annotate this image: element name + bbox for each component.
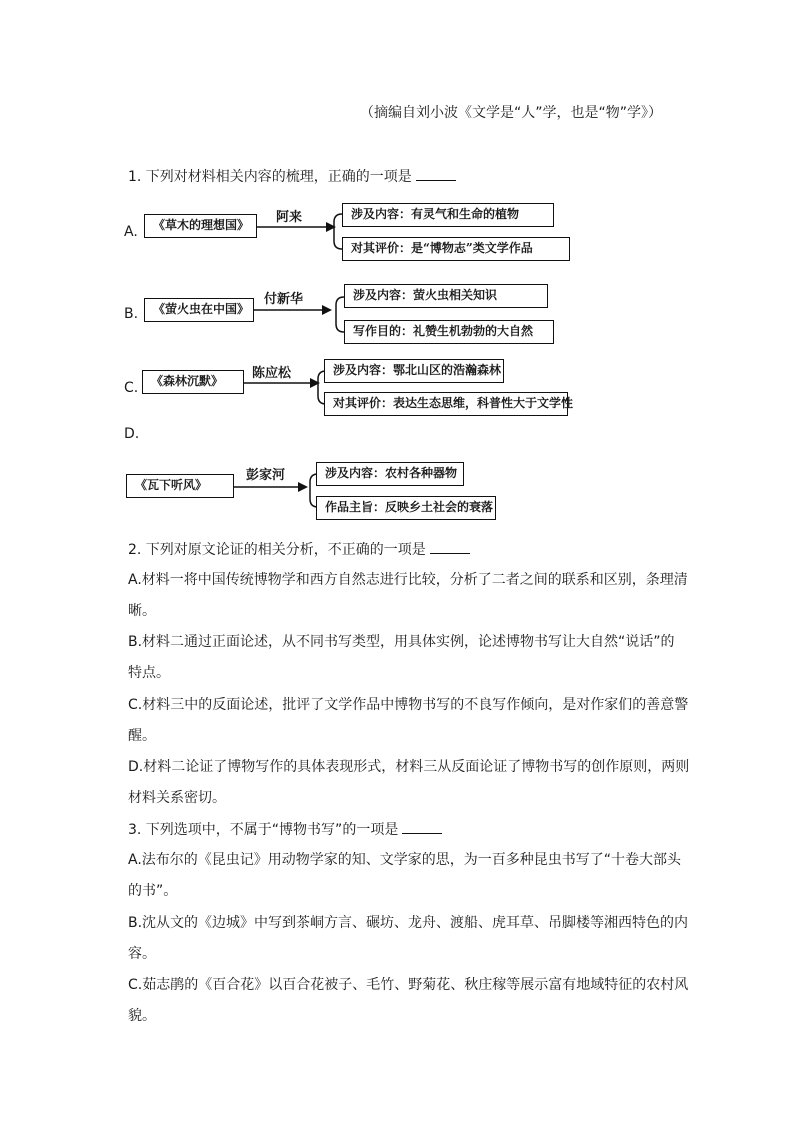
work-title-box: 《瓦下听风》 bbox=[126, 474, 234, 498]
author-label: 陈应松 bbox=[252, 366, 292, 381]
option-letter: B. bbox=[124, 306, 139, 322]
q3-option-a[interactable]: A.法布尔的《昆虫记》用动物学家的知、文学家的思，为一百多种昆虫书写了“十卷大部头 bbox=[128, 852, 682, 868]
content-box: 涉及内容：萤火虫相关知识 bbox=[344, 284, 548, 308]
q3-option-a-cont: 的书”。 bbox=[128, 883, 178, 899]
q2-option-b[interactable]: B.材料二通过正面论述，从不同书写类型，用具体实例，论述博物书写让大自然“说话”的 bbox=[128, 634, 675, 650]
evaluation-box: 对其评价：表达生态思维，科普性大于文学性 bbox=[324, 392, 568, 416]
option-letter: C. bbox=[124, 380, 139, 396]
q3-option-c-cont: 貌。 bbox=[128, 1008, 156, 1024]
content-box: 涉及内容：农村各种器物 bbox=[316, 462, 464, 486]
q2-option-c[interactable]: C.材料三中的反面论述，批评了文学作品中博物书写的不良写作倾向，是对作家们的善意警 bbox=[128, 697, 689, 713]
q2-option-d[interactable]: D.材料二论证了博物写作的具体表现形式，材料三从反面论证了博物书写的创作原则，两则 bbox=[128, 759, 690, 775]
q2-answer-blank[interactable] bbox=[430, 540, 470, 554]
q2-stem-text: 2. 下列对原文论证的相关分析，不正确的一项是 bbox=[128, 542, 426, 558]
q2-stem bbox=[128, 540, 470, 559]
q2-option-a[interactable]: A.材料一将中国传统博物学和西方自然志进行比较，分析了二者之间的联系和区别，条理清 bbox=[128, 572, 688, 588]
option-letter: A. bbox=[124, 224, 138, 240]
purpose-box: 写作目的：礼赞生机勃勃的大自然 bbox=[344, 320, 554, 344]
q3-stem-text: 3. 下列选项中，不属于“博物书写”的一项是 bbox=[128, 822, 399, 838]
author-label: 付新华 bbox=[264, 292, 304, 307]
option-letter: D. bbox=[124, 426, 140, 442]
author-label: 阿来 bbox=[276, 210, 303, 225]
work-title-box: 《萤火虫在中国》 bbox=[144, 298, 254, 322]
work-title-box: 《森林沉默》 bbox=[142, 370, 244, 394]
q2-option-b-cont: 特点。 bbox=[128, 665, 170, 681]
q3-option-b-cont: 容。 bbox=[128, 946, 156, 962]
q2-option-d-cont: 材料关系密切。 bbox=[128, 790, 226, 806]
q2-option-c-cont: 醒。 bbox=[128, 728, 156, 744]
q3-option-b[interactable]: B.沈从文的《边城》中写到茶峒方言、碾坊、龙舟、渡船、虎耳草、吊脚楼等湘西特色的内 bbox=[128, 915, 689, 931]
work-title-box: 《草木的理想国》 bbox=[144, 214, 257, 238]
q1-stem-text: 1. 下列对材料相关内容的梳理，正确的一项是 bbox=[128, 169, 412, 185]
q3-option-c[interactable]: C.茹志鹃的《百合花》以百合花被子、毛竹、野菊花、秋庄稼等展示富有地域特征的农村风 bbox=[128, 977, 689, 993]
theme-box: 作品主旨：反映乡土社会的衰落 bbox=[316, 496, 496, 520]
q3-answer-blank[interactable] bbox=[402, 820, 442, 834]
evaluation-box: 对其评价：是“博物志”类文学作品 bbox=[342, 237, 570, 261]
author-label: 彭家河 bbox=[246, 468, 286, 483]
source-citation: （摘编自刘小波《文学是“人”学，也是“物”学》） bbox=[360, 105, 663, 121]
q2-option-a-cont: 晰。 bbox=[128, 603, 156, 619]
content-box: 涉及内容：鄂北山区的浩瀚森林 bbox=[324, 359, 504, 383]
q3-stem bbox=[128, 820, 442, 839]
content-box: 涉及内容：有灵气和生命的植物 bbox=[342, 203, 554, 227]
